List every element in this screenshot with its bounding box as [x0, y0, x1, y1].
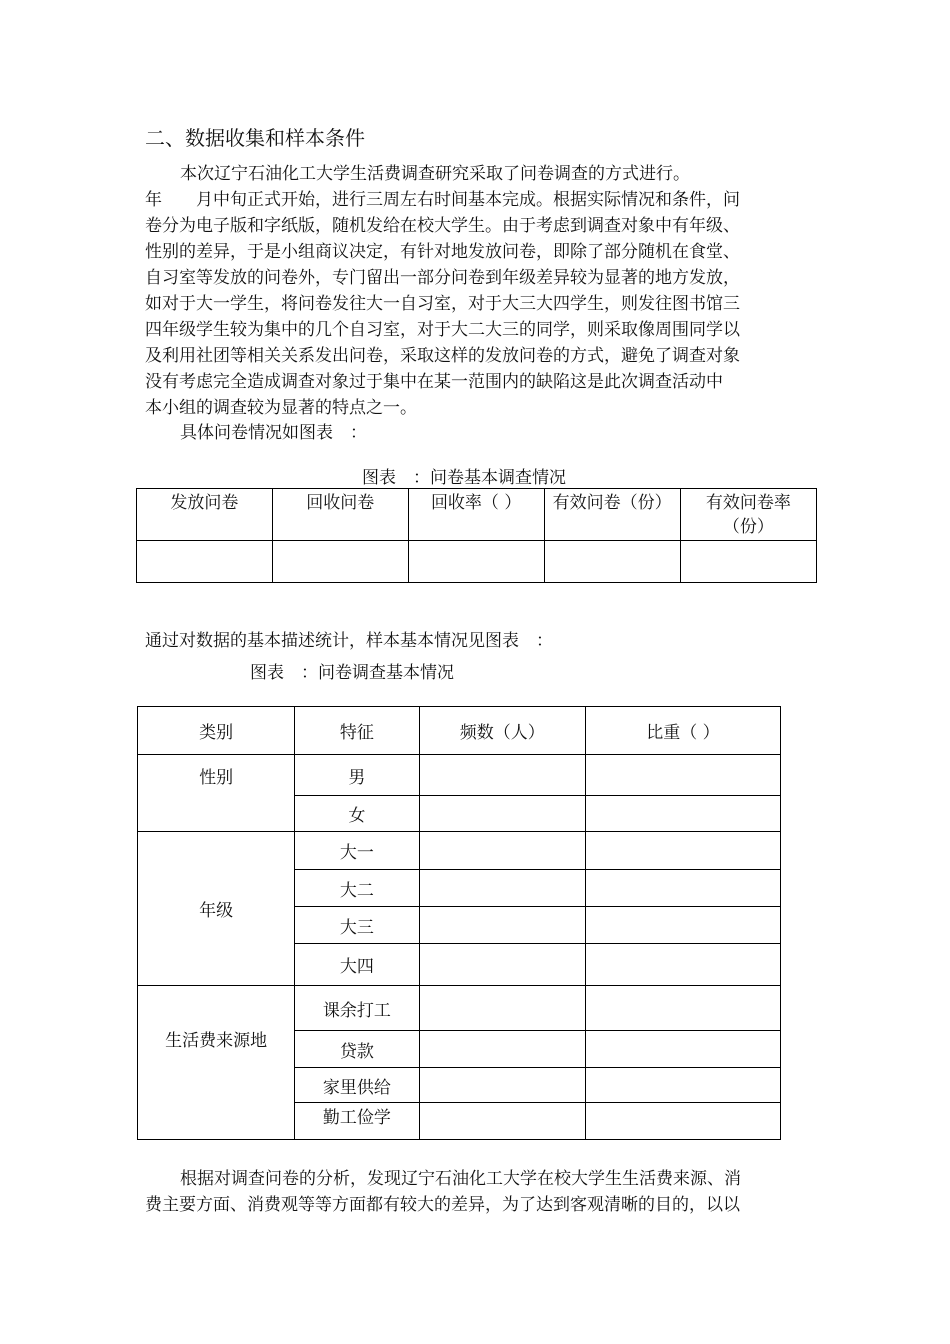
header-cell: 回收率（ ） [408, 489, 544, 541]
empty-cell [680, 541, 816, 583]
feature-cell: 勤工俭学 [295, 1103, 419, 1140]
table-row [138, 986, 781, 1031]
category-cell: 生活费来源地 [138, 986, 295, 1140]
paragraph-line: 没有考虑完全造成调查对象过于集中在某一范围内的缺陷这是此次调查活动中 [145, 372, 723, 392]
empty-cell [419, 796, 585, 832]
feature-cell: 大一 [295, 832, 419, 870]
paragraph-line: 本小组的调查较为显著的特点之一。 [145, 398, 417, 418]
feature-cell: 大二 [295, 870, 419, 907]
empty-cell [137, 541, 273, 583]
empty-cell [585, 755, 780, 796]
empty-cell [585, 1103, 780, 1140]
table-header-row [138, 707, 781, 755]
empty-cell [585, 870, 780, 907]
paragraph-line: 及利用社团等相关关系发出问卷，采取这样的发放问卷的方式，避免了调查对象 [145, 346, 740, 366]
table-reference-text: 具体问卷情况如图表 ： [180, 423, 367, 443]
table1-caption: 图表 ：问卷基本调查情况 [362, 468, 566, 488]
stats-intro-text: 通过对数据的基本描述统计，样本基本情况见图表 ： [145, 631, 553, 651]
empty-cell [272, 541, 408, 583]
empty-cell [585, 907, 780, 944]
empty-cell [585, 944, 780, 986]
paragraph-line: 年 月中旬正式开始，进行三周左右时间基本完成。根据实际情况和条件，问 [145, 190, 740, 210]
paragraph-line: 如对于大一学生，将问卷发往大一自习室，对于大三大四学生，则发往图书馆三 [145, 294, 740, 314]
header-cell: 特征 [295, 707, 419, 755]
feature-cell: 课余打工 [295, 986, 419, 1031]
paragraph-line: 自习室等发放的问卷外，专门留出一部分问卷到年级差异较为显著的地方发放， [145, 268, 740, 288]
empty-cell [419, 832, 585, 870]
empty-cell [419, 755, 585, 796]
paragraph-line: 根据对调查问卷的分析，发现辽宁石油化工大学在校大学生生活费来源、消 [180, 1169, 741, 1189]
paragraph-line: 费主要方面、消费观等等方面都有较大的差异，为了达到客观清晰的目的，以以 [145, 1195, 740, 1215]
table-row [137, 541, 817, 583]
empty-cell [585, 1068, 780, 1103]
feature-cell: 贷款 [295, 1031, 419, 1068]
category-cell: 年级 [138, 832, 295, 986]
feature-cell: 家里供给 [295, 1068, 419, 1103]
empty-cell [419, 986, 585, 1031]
questionnaire-table [136, 488, 817, 583]
feature-cell: 女 [295, 796, 419, 832]
table2-caption: 图表 ：问卷调查基本情况 [250, 663, 454, 683]
category-cell: 性别 [138, 755, 295, 832]
empty-cell [408, 541, 544, 583]
paragraph-line: 性别的差异，于是小组商议决定，有针对地发放问卷，即除了部分随机在食堂、 [145, 242, 740, 262]
header-cell: 频数（人） [419, 707, 585, 755]
header-cell: 有效问卷率 （份） [680, 489, 816, 541]
feature-cell: 大三 [295, 907, 419, 944]
empty-cell [585, 832, 780, 870]
empty-cell [419, 870, 585, 907]
header-cell: 回收问卷 [272, 489, 408, 541]
empty-cell [585, 796, 780, 832]
section-title: 二、数据收集和样本条件 [145, 126, 365, 150]
empty-cell [419, 1068, 585, 1103]
empty-cell [544, 541, 680, 583]
paragraph-line: 四年级学生较为集中的几个自习室，对于大二大三的同学，则采取像周围同学以 [145, 320, 740, 340]
empty-cell [419, 1031, 585, 1068]
header-cell: 比重（ ） [585, 707, 780, 755]
table-row [138, 832, 781, 870]
header-cell: 发放问卷 [137, 489, 273, 541]
header-cell: 有效问卷（份） [544, 489, 680, 541]
table-header-row [137, 489, 817, 541]
empty-cell [585, 1031, 780, 1068]
paragraph-line: 卷分为电子版和字纸版，随机发给在校大学生。由于考虑到调查对象中有年级、 [145, 216, 740, 236]
empty-cell [585, 986, 780, 1031]
paragraph-line: 本次辽宁石油化工大学生活费调查研究采取了问卷调查的方式进行。 [180, 164, 690, 184]
header-cell: 类别 [138, 707, 295, 755]
empty-cell [419, 944, 585, 986]
empty-cell [419, 907, 585, 944]
feature-cell: 大四 [295, 944, 419, 986]
feature-cell: 男 [295, 755, 419, 796]
table-row [138, 755, 781, 796]
sample-table [137, 706, 781, 1140]
empty-cell [419, 1103, 585, 1140]
